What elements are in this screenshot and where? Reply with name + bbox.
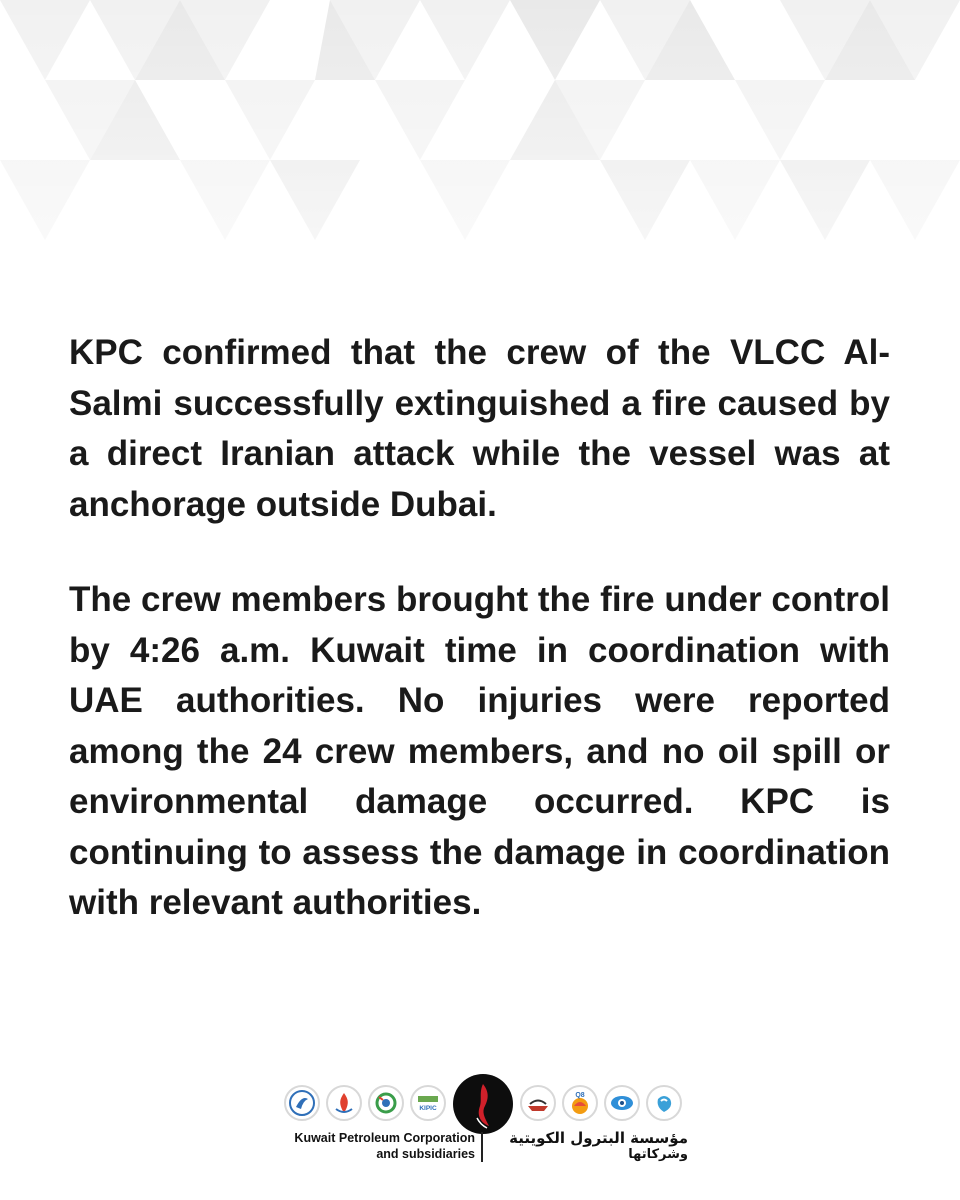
subsidiaries-arabic: وشركاتها bbox=[628, 1147, 688, 1162]
org-caption-arabic bbox=[488, 1130, 688, 1163]
kufpec-logo-icon bbox=[604, 1085, 640, 1121]
pic-logo-icon bbox=[646, 1085, 682, 1121]
org-name-english: Kuwait Petroleum Corporation bbox=[294, 1131, 475, 1145]
statement-paragraph-1: KPC confirmed that the crew of the VLCC Al-Salmi successfully extinguished a fire caused by a direct Iranian attack while the vessel was at anchorage outside Dubai. bbox=[69, 333, 890, 524]
koc-logo-icon bbox=[368, 1085, 404, 1121]
org-name-arabic: مؤسسة البترول الكويتية bbox=[509, 1129, 688, 1147]
kpc-emblem-icon bbox=[453, 1074, 513, 1134]
subsidiaries-english: and subsidiaries bbox=[376, 1147, 475, 1161]
kgoc-logo-icon bbox=[326, 1085, 362, 1121]
background-triangle-pattern bbox=[0, 0, 960, 320]
knpc-logo-icon bbox=[284, 1085, 320, 1121]
kotc-logo-icon bbox=[520, 1085, 556, 1121]
q8-logo-label: Q8 bbox=[575, 1092, 585, 1099]
kipic-logo-label: KIPIC bbox=[419, 1105, 437, 1112]
org-caption-english bbox=[275, 1131, 475, 1162]
caption-divider bbox=[481, 1132, 483, 1162]
statement-paragraph-2: The crew members brought the fire under control by 4:26 a.m. Kuwait time in coordination with UAE authorities. No injuries were reported among the 24 crew members, and no oil spill or environmental damage occurred. KPC is continuing to assess the damage in coordination with relevant authorities. bbox=[69, 580, 890, 922]
subsidiary-logo-row bbox=[278, 1074, 698, 1134]
q8-logo-icon bbox=[562, 1085, 598, 1121]
kipic-logo-icon bbox=[410, 1085, 446, 1121]
